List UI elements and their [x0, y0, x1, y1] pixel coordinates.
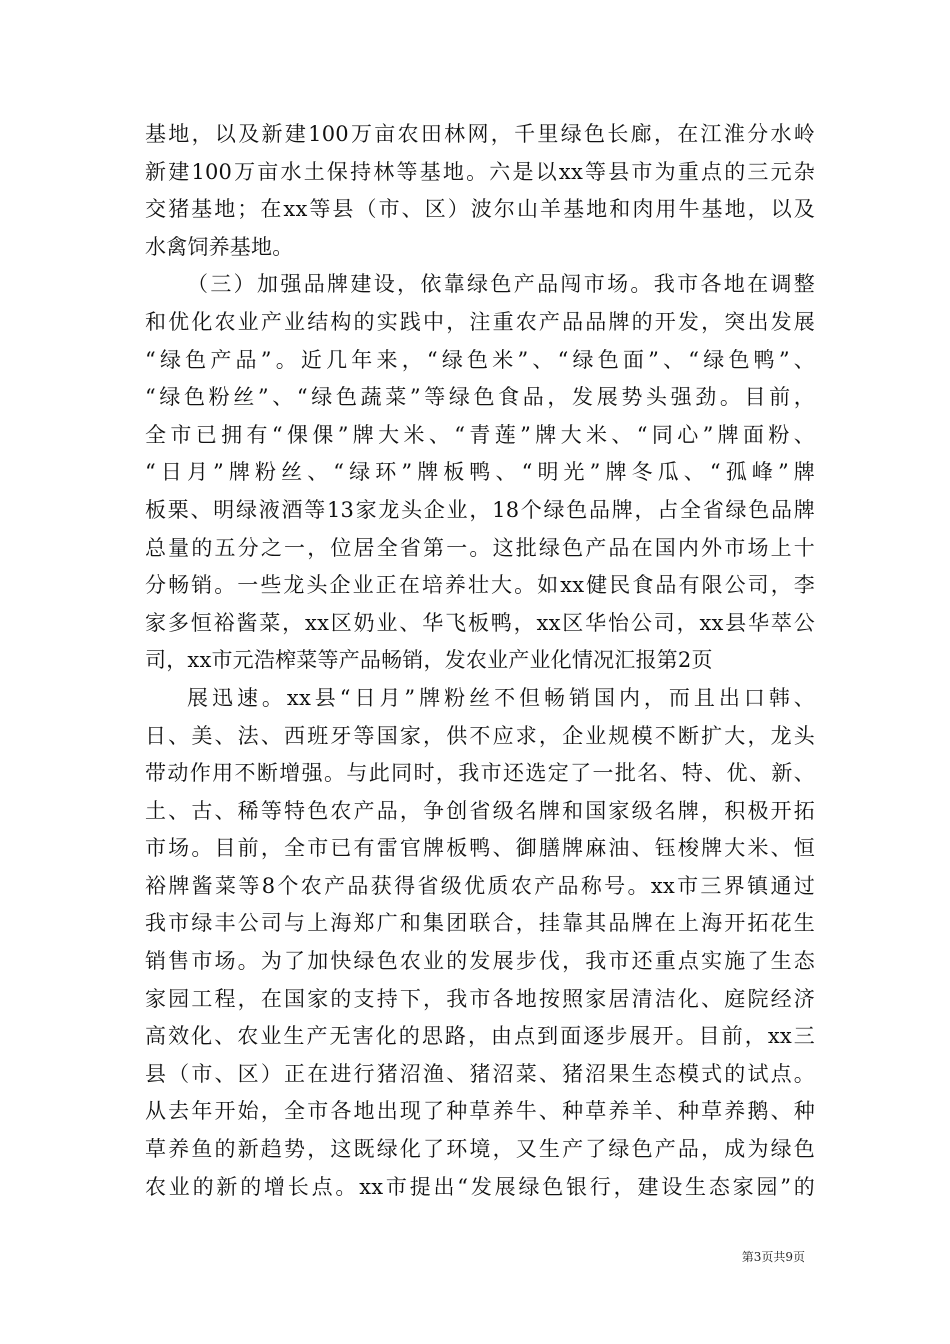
text-line: 带动作用不断增强。与此同时，我市还选定了一批名、特、优、新、	[145, 761, 815, 786]
text-line: 总量的五分之一，位居全省第一。这批绿色产品在国内外市场上十	[145, 535, 815, 560]
text-line: 基地，以及新建100万亩农田林网，千里绿色长廊，在江淮分水岭	[145, 122, 815, 146]
text-line: 和优化农业产业结构的实践中，注重农产品品牌的开发，突出发展	[145, 309, 815, 334]
text-line: 家园工程，在国家的支持下，我市各地按照家居清洁化、庭院经济	[145, 986, 815, 1011]
text-line: 分畅销。一些龙头企业正在培养壮大。如xx健民食品有限公司，李	[145, 573, 815, 598]
text-line: 日、美、法、西班牙等国家，供不应求，企业规模不断扩大，龙头	[145, 723, 815, 748]
text-line: 裕牌酱菜等8个农产品获得省级优质农产品称号。xx市三界镇通过	[145, 873, 815, 898]
text-line: 水禽饲养基地。	[145, 234, 294, 259]
text-line: 高效化、农业生产无害化的思路，由点到面逐步展开。目前，xx三	[145, 1024, 815, 1049]
text-line: “日月”牌粉丝、“绿环”牌板鸭、“明光”牌冬瓜、“孤峰”牌	[145, 460, 815, 485]
text-line: 交猪基地；在xx等县（市、区）波尔山羊基地和肉用牛基地，以及	[145, 197, 815, 222]
text-line: 农业的新的增长点。xx市提出“发展绿色银行，建设生态家园”的	[145, 1174, 815, 1199]
text-line: 板栗、明绿液酒等13家龙头企业，18个绿色品牌，占全省绿色品牌	[145, 497, 815, 522]
text-line: 我市绿丰公司与上海郑广和集团联合，挂靠其品牌在上海开拓花生	[145, 911, 815, 936]
page-number-footer: 第3页共9页	[741, 1250, 805, 1264]
text-line: 土、古、稀等特色农产品，争创省级名牌和国家级名牌，积极开拓	[145, 798, 815, 823]
text-line: 新建100万亩水土保持林等基地。六是以xx等县市为重点的三元杂	[145, 159, 815, 184]
text-line: （三）加强品牌建设，依靠绿色产品闯市场。我市各地在调整	[187, 272, 815, 297]
text-line: 展迅速。xx县“日月”牌粉丝不但畅销国内，而且出口韩、	[187, 685, 815, 710]
text-line: 市场。目前，全市已有雷官牌板鸭、御膳牌麻油、钰梭牌大米、恒	[145, 836, 815, 861]
text-line: 全市已拥有“倮倮”牌大米、“青莲”牌大米、“同心”牌面粉、	[145, 422, 815, 447]
document-body	[145, 116, 815, 1206]
text-line: “绿色粉丝”、“绿色蔬菜”等绿色食品，发展势头强劲。目前，	[145, 385, 815, 410]
text-line: 从去年开始，全市各地出现了种草养牛、种草养羊、种草养鹅、种	[145, 1099, 815, 1124]
text-line: 司，xx市元浩榨菜等产品畅销，发农业产业化情况汇报第2页	[145, 648, 713, 673]
text-line: 家多恒裕酱菜，xx区奶业、华飞板鸭，xx区华怡公司，xx县华萃公	[145, 610, 815, 635]
text-line: “绿色产品”。近几年来，“绿色米”、“绿色面”、“绿色鸭”、	[145, 347, 815, 372]
text-line: 销售市场。为了加快绿色农业的发展步伐，我市还重点实施了生态	[145, 949, 815, 974]
text-line: 草养鱼的新趋势，这既绿化了环境，又生产了绿色产品，成为绿色	[145, 1137, 815, 1162]
text-line: 县（市、区）正在进行猪沼渔、猪沼菜、猪沼果生态模式的试点。	[145, 1061, 815, 1086]
